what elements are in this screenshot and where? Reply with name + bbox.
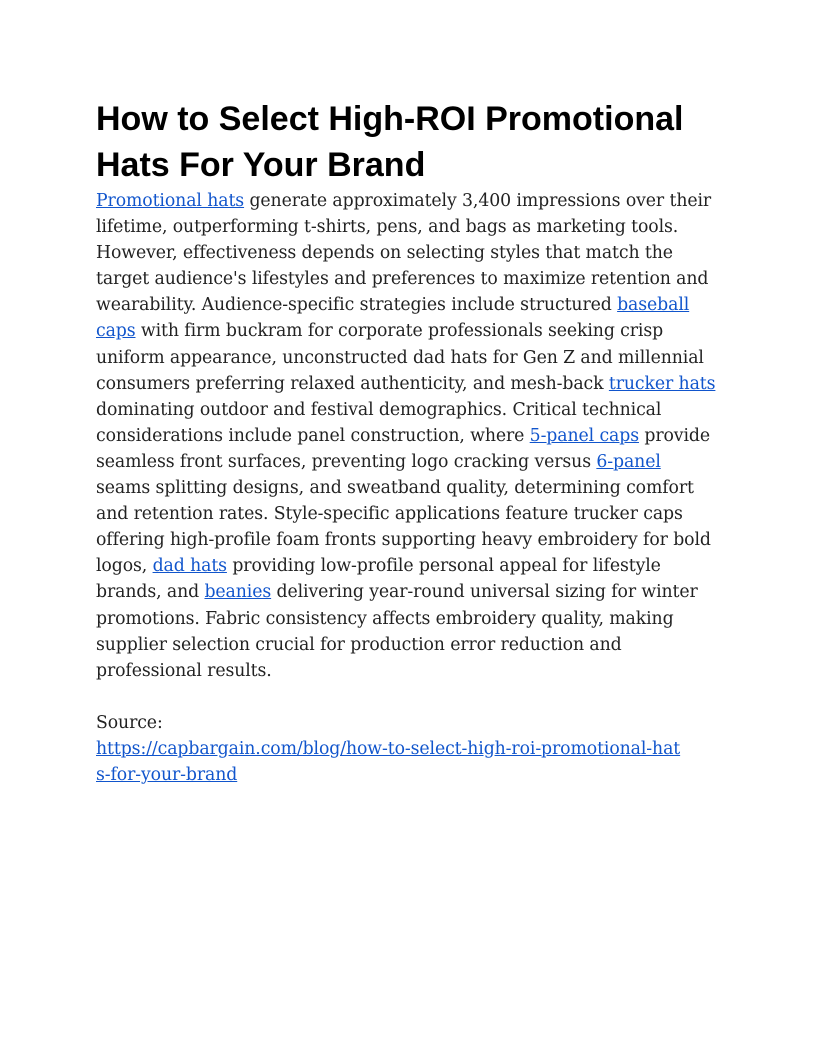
page-title: How to Select High-ROI Promotional Hats For Your Brand bbox=[96, 100, 684, 184]
paragraph-text-3: dominating outdoor and festival demographics. Critical technical considerations include panel construction, where bbox=[96, 399, 662, 446]
document-page bbox=[96, 96, 720, 788]
link-5-panel-caps[interactable]: 5-panel caps bbox=[529, 425, 639, 446]
paragraph-text-4: provide seamless front surfaces, preventing logo cracking versus bbox=[96, 425, 710, 472]
link-dad-hats[interactable]: dad hats bbox=[152, 556, 227, 577]
link-beanies[interactable]: beanies bbox=[204, 582, 272, 603]
source-block bbox=[96, 710, 720, 788]
link-promotional-hats[interactable]: Promotional hats bbox=[96, 191, 245, 211]
source-url-line-2: s-for-your-brand bbox=[96, 764, 238, 785]
paragraph-text-1: generate approximately 3,400 impressions over their lifetime, outperforming t-shirts, pens, and bags as marketing tools. However, effectiveness depends on selecting styles that match the target audience's lifestyles and preferences to maximize retention and wearability. Audience-specific strategies include structured bbox=[96, 191, 712, 316]
source-label: Source: bbox=[96, 712, 163, 733]
link-trucker-hats[interactable]: trucker hats bbox=[608, 373, 716, 394]
paragraph-text-5: seams splitting designs, and sweatband quality, determining comfort and retention rates. Style-specific applications feature trucker caps offering high-profile foam fronts supporting heavy embroidery for bold logos, bbox=[96, 478, 711, 577]
link-6-panel[interactable]: 6-panel bbox=[596, 451, 661, 472]
source-url-line-1: https://capbargain.com/blog/how-to-select-high-roi-promotional-hat bbox=[96, 738, 681, 759]
main-paragraph bbox=[96, 188, 720, 684]
paragraph-text-6: providing low-profile personal appeal for lifestyle brands, and bbox=[96, 556, 661, 603]
source-link[interactable] bbox=[96, 739, 680, 785]
paragraph-text-2: with firm buckram for corporate professionals seeking crisp uniform appearance, unconstructed dad hats for Gen Z and millennial consumers preferring relaxed authenticity, and mesh-back bbox=[96, 321, 704, 394]
paragraph-text-7: delivering year-round universal sizing for winter promotions. Fabric consistency affects embroidery quality, making supplier selection crucial for production error reduction and professional results. bbox=[96, 582, 698, 681]
link-baseball-caps[interactable]: baseball caps bbox=[96, 295, 690, 342]
